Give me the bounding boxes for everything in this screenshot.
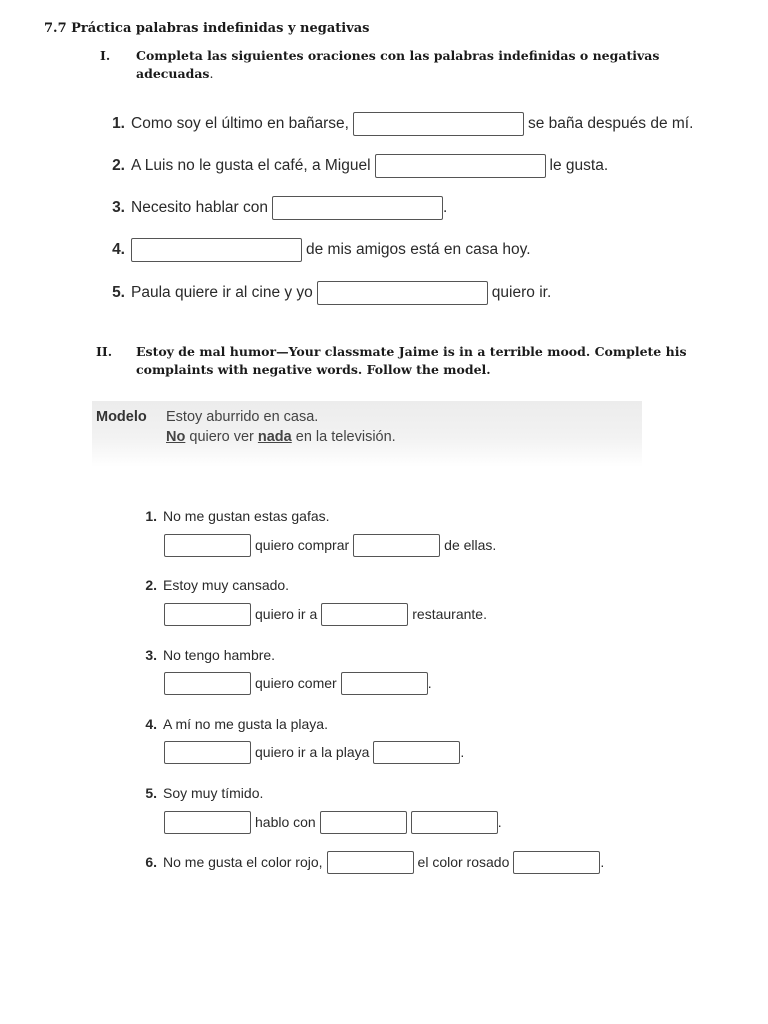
- s1-item-text: .: [443, 199, 448, 216]
- s2-answer-4b-input[interactable]: [373, 741, 460, 764]
- modelo-box: [92, 401, 642, 467]
- s2-item-5-prompt: [139, 781, 263, 805]
- s2-item-3-prompt: [139, 643, 275, 667]
- s1-item-number: 2.: [112, 157, 125, 174]
- s2-item-sentence: No me gusta el color rojo,: [163, 854, 323, 870]
- s1-item-text: le gusta.: [549, 157, 609, 174]
- s2-item-6: [139, 850, 604, 874]
- s2-item-number: 6.: [145, 854, 157, 870]
- s1-answer-1-input[interactable]: [353, 112, 524, 136]
- s1-item-text: quiero ir.: [491, 284, 552, 301]
- s2-answer-3b-input[interactable]: [341, 672, 428, 695]
- section-1-number: I.: [100, 48, 111, 63]
- s2-answer-text: quiero comer: [255, 675, 337, 691]
- section-2-instruction: Estoy de mal humor—Your classmate Jaime is in a terrible mood. Complete his complaints with negative words. Follow the model.: [136, 344, 687, 377]
- s2-answer-text: el color rosado: [417, 854, 510, 870]
- s2-answer-text: .: [497, 814, 502, 830]
- s1-item-1: [105, 111, 693, 137]
- s2-answer-1a-input[interactable]: [164, 534, 251, 557]
- s2-answer-5a-input[interactable]: [164, 811, 251, 834]
- s2-item-2-answer: [164, 602, 487, 626]
- s2-answer-text: quiero ir a: [255, 606, 318, 622]
- s2-answer-5b-input[interactable]: [320, 811, 407, 834]
- s1-item-text: Necesito hablar con: [131, 199, 268, 216]
- s1-item-4: [105, 237, 531, 263]
- s2-answer-text: .: [600, 854, 605, 870]
- s1-item-2: [105, 153, 608, 179]
- s2-item-1-answer: [164, 533, 496, 557]
- page-title: 7.7 Práctica palabras indefinidas y negativas: [44, 21, 370, 36]
- s2-item-number: 5.: [145, 785, 157, 801]
- s2-item-sentence: A mí no me gusta la playa.: [163, 716, 328, 732]
- modelo-line-2: No quiero ver nada en la televisión.: [166, 429, 396, 445]
- s2-answer-text: .: [460, 744, 465, 760]
- s1-item-text: de mis amigos está en casa hoy.: [306, 241, 531, 258]
- s1-item-text: se baña después de mí.: [527, 115, 694, 132]
- s2-item-4-answer: [164, 740, 464, 764]
- s2-item-sentence: No me gustan estas gafas.: [163, 508, 330, 524]
- s1-answer-3-input[interactable]: [272, 196, 443, 220]
- section-2-header: [96, 343, 716, 383]
- section-1-instruction: Completa las siguientes oraciones con las palabras indefinidas o negativas adecuadas.: [136, 48, 660, 81]
- s1-item-number: 1.: [112, 115, 125, 132]
- s2-item-sentence: Soy muy tímido.: [163, 785, 264, 801]
- s2-item-number: 2.: [145, 577, 157, 593]
- s1-item-text: Paula quiere ir al cine y yo: [131, 284, 313, 301]
- s2-item-number: 3.: [145, 647, 157, 663]
- s2-item-number: 1.: [145, 508, 157, 524]
- s2-item-4-prompt: [139, 712, 328, 736]
- section-2-number: II.: [96, 344, 113, 359]
- s2-answer-2b-input[interactable]: [321, 603, 408, 626]
- s2-item-sentence: Estoy muy cansado.: [163, 577, 290, 593]
- modelo-label: Modelo: [96, 409, 147, 425]
- s1-item-number: 3.: [112, 199, 125, 216]
- s2-answer-2a-input[interactable]: [164, 603, 251, 626]
- section-1-header: [100, 47, 720, 87]
- s2-item-1-prompt: [139, 504, 330, 528]
- s2-answer-text: hablo con: [255, 814, 316, 830]
- s2-answer-text: de ellas.: [444, 537, 497, 553]
- modelo-line-1: Estoy aburrido en casa.: [166, 409, 319, 425]
- s2-answer-6a-input[interactable]: [327, 851, 414, 874]
- modelo-underlined-word: nada: [257, 429, 292, 445]
- s2-answer-4a-input[interactable]: [164, 741, 251, 764]
- s2-answer-6b-input[interactable]: [513, 851, 600, 874]
- s1-answer-2-input[interactable]: [375, 154, 546, 178]
- s2-item-2-prompt: [139, 573, 289, 597]
- s2-answer-text: quiero ir a la playa: [255, 744, 370, 760]
- s1-answer-4-input[interactable]: [131, 238, 302, 262]
- modelo-underlined-word: No: [166, 429, 186, 445]
- s1-item-3: [105, 195, 447, 221]
- s1-answer-5-input[interactable]: [317, 281, 488, 305]
- s2-answer-1b-input[interactable]: [353, 534, 440, 557]
- s2-item-sentence: No tengo hambre.: [163, 647, 276, 663]
- s1-item-text: A Luis no le gusta el café, a Miguel: [131, 157, 371, 174]
- s1-item-number: 4.: [112, 241, 125, 258]
- s2-answer-text: quiero comprar: [255, 537, 350, 553]
- s1-item-5: [105, 280, 551, 306]
- s2-item-3-answer: [164, 671, 432, 695]
- s2-answer-3a-input[interactable]: [164, 672, 251, 695]
- s2-answer-5c-input[interactable]: [411, 811, 498, 834]
- s2-item-number: 4.: [145, 716, 157, 732]
- s2-answer-text: .: [427, 675, 432, 691]
- s2-item-5-answer: [164, 810, 502, 834]
- s1-item-text: Como soy el último en bañarse,: [131, 115, 349, 132]
- s2-answer-text: restaurante.: [412, 606, 487, 622]
- s1-item-number: 5.: [112, 284, 125, 301]
